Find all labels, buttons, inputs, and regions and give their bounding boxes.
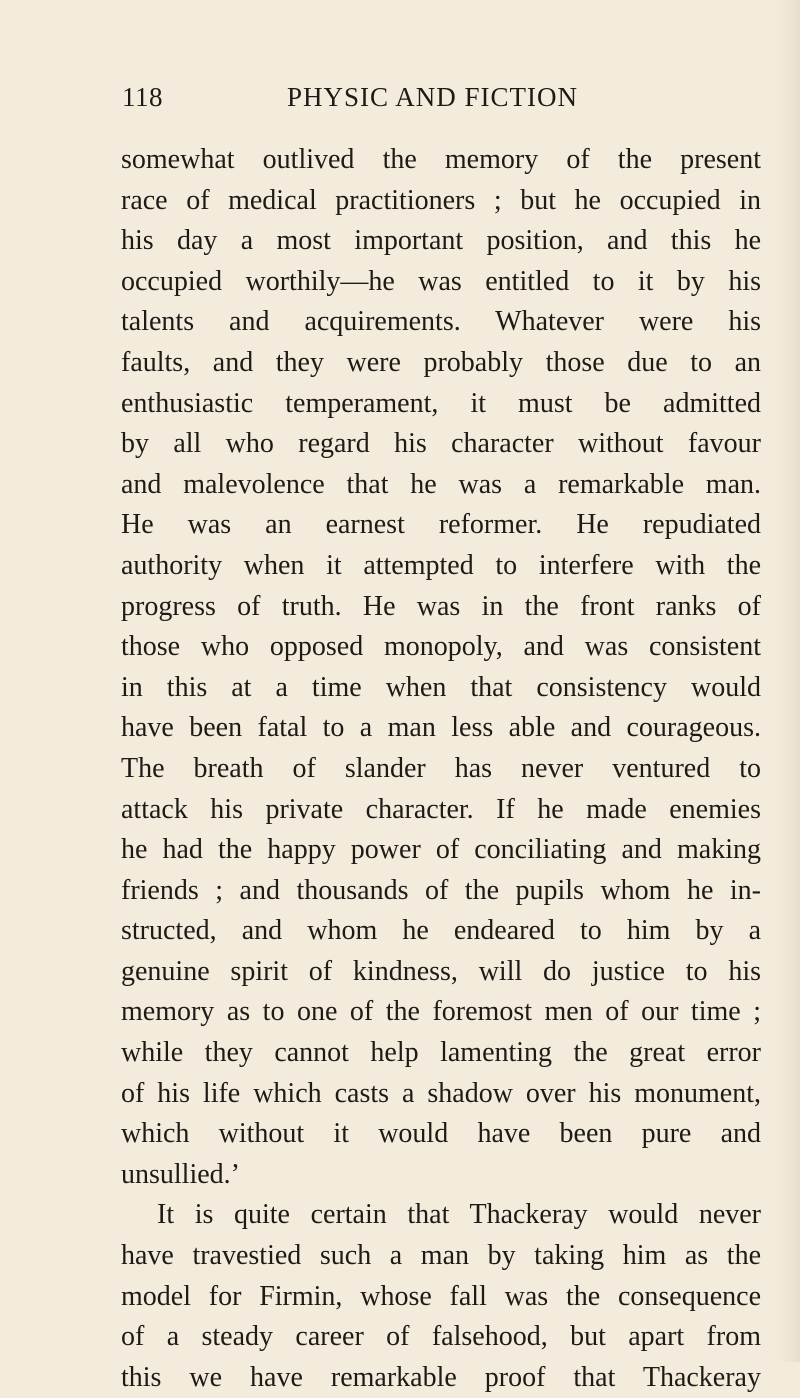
text-line: those who opposed monopoly, and was consistent (121, 631, 761, 663)
text-line: talents and acquirements. Whatever were his (121, 306, 761, 338)
text-line: have been fatal to a man less able and courageous. (121, 712, 761, 744)
text-line: structed, and whom he endeared to him by a (121, 915, 761, 947)
text-line: and malevolence that he was a remarkable man. (121, 468, 761, 500)
page-number: 118 (122, 82, 163, 112)
text-line: genuine spirit of kindness, will do justice to his (121, 955, 761, 987)
running-head (122, 82, 760, 122)
text-line: of his life which casts a shadow over his monument, (121, 1077, 761, 1109)
text-line: this we have remarkable proof that Thackeray (121, 1361, 761, 1393)
text-line: He was an earnest reformer. He repudiated (121, 509, 761, 541)
text-line: in this at a time when that consistency would (121, 671, 761, 703)
running-title: PHYSIC AND FICTION (287, 82, 579, 112)
text-line: attack his private character. If he made enemies (121, 793, 761, 825)
text-line: his day a most important position, and this he (121, 225, 761, 257)
text-line: memory as to one of the foremost men of our time ; (121, 996, 761, 1028)
text-line: somewhat outlived the memory of the present (121, 144, 761, 175)
text-line: faults, and they were probably those due to an (121, 346, 761, 378)
text-line: while they cannot help lamenting the great error (121, 1037, 761, 1069)
paragraph-start-line: It is quite certain that Thackeray would never (157, 1199, 761, 1231)
text-line: of a steady career of falsehood, but apart from (121, 1321, 761, 1353)
text-line: which without it would have been pure and (121, 1118, 761, 1150)
text-line: by all who regard his character without favour (121, 428, 761, 460)
text-line: race of medical practitioners ; but he occupied in (121, 184, 761, 216)
text-line: progress of truth. He was in the front ranks of (121, 590, 761, 622)
text-line: model for Firmin, whose fall was the consequence (121, 1280, 761, 1312)
page-edge-shadow (778, 0, 800, 1362)
body-text (121, 140, 761, 1398)
text-line: have travestied such a man by taking him as the (121, 1240, 761, 1272)
text-line: The breath of slander has never ventured to (121, 752, 761, 784)
text-line: unsullied.’ (121, 1158, 240, 1190)
text-line: authority when it attempted to interfere with the (121, 549, 761, 581)
text-line: occupied worthily—he was entitled to it by his (121, 265, 761, 297)
text-line: enthusiastic temperament, it must be admitted (121, 387, 761, 419)
text-line: he had the happy power of conciliating and making (121, 834, 761, 866)
text-line: friends ; and thousands of the pupils whom he in- (121, 874, 761, 906)
